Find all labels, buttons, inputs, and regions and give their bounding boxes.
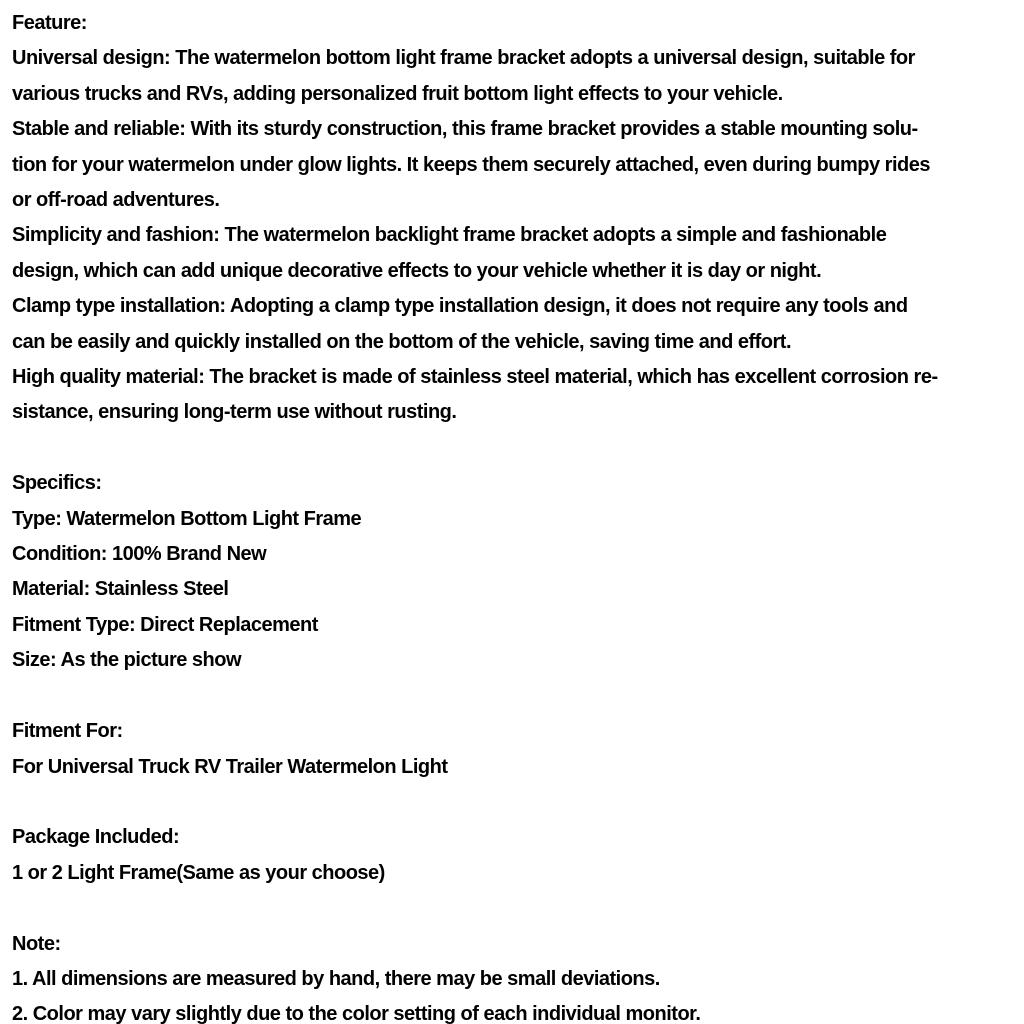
section-note (12, 927, 1012, 1024)
text-line: Material: Stainless Steel (12, 578, 229, 601)
text-line: can be easily and quickly installed on the bottom of the vehicle, saving time and effort. (12, 330, 792, 353)
text-line: High quality material: The bracket is made of stainless steel material, which has excellent corrosion re- (12, 366, 938, 389)
text-line: 1 or 2 Light Frame(Same as your choose) (12, 861, 385, 884)
text-line: 1. All dimensions are measured by hand, there may be small deviations. (12, 967, 660, 990)
text-line: sistance, ensuring long-term use without rusting. (12, 401, 457, 424)
section-specifics (12, 466, 1012, 678)
text-line: various trucks and RVs, adding personalized fruit bottom light effects to your vehicle. (12, 82, 783, 105)
section-feature (12, 6, 1012, 431)
text-line: design, which can add unique decorative effects to your vehicle whether it is day or night. (12, 259, 822, 282)
text-line: For Universal Truck RV Trailer Watermelon Light (12, 755, 448, 778)
text-line: Clamp type installation: Adopting a clamp type installation design, it does not require any tools and (12, 295, 908, 318)
section-fitment-for (12, 714, 1012, 785)
text-line: or off-road adventures. (12, 189, 220, 212)
text-line: Condition: 100% Brand New (12, 543, 267, 566)
text-line: 2. Color may vary slightly due to the color setting of each individual monitor. (12, 1003, 701, 1024)
text-line: Size: As the picture show (12, 649, 242, 672)
text-line: Fitment Type: Direct Replacement (12, 613, 318, 636)
section-heading-specifics: Specifics: (12, 472, 102, 495)
text-line: tion for your watermelon under glow lights. It keeps them securely attached, even during bumpy rides (12, 153, 930, 176)
section-heading-note: Note: (12, 932, 61, 955)
section-heading-package-included: Package Included: (12, 826, 180, 849)
section-heading-fitment-for: Fitment For: (12, 720, 123, 743)
text-line: Stable and reliable: With its sturdy construction, this frame bracket provides a stable mounting solu- (12, 118, 918, 141)
text-line: Universal design: The watermelon bottom light frame bracket adopts a universal design, suitable for (12, 47, 915, 70)
section-package-included (12, 820, 1012, 891)
text-line: Type: Watermelon Bottom Light Frame (12, 507, 362, 530)
section-heading-feature: Feature: (12, 12, 87, 34)
text-line: Simplicity and fashion: The watermelon backlight frame bracket adopts a simple and fashionable (12, 224, 887, 247)
